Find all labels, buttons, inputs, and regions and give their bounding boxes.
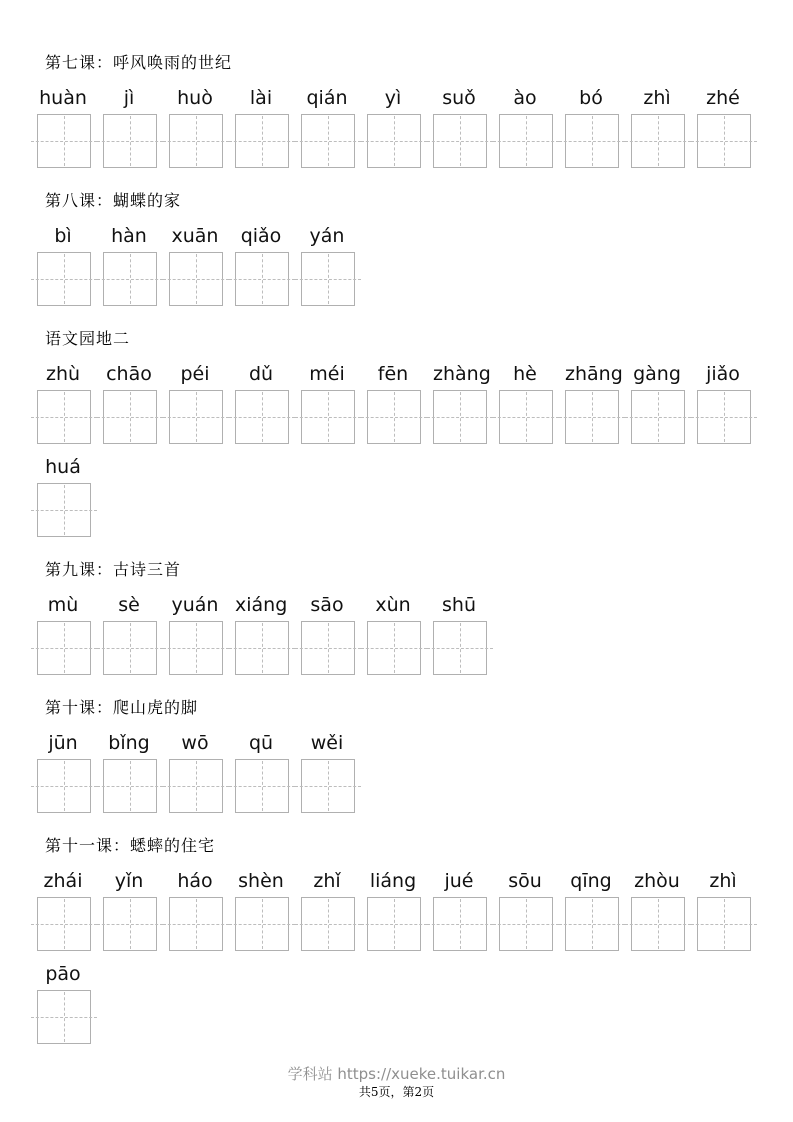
character-cell [103,362,155,444]
pinyin-grid-row [37,869,753,951]
writing-box [499,114,553,168]
character-cell [37,962,89,1044]
pinyin-grid-row [37,362,753,444]
pinyin-label: zhāng [565,363,623,385]
character-cell [169,224,221,306]
writing-box [103,897,157,951]
pinyin-label: péi [180,363,210,385]
writing-box [37,483,91,537]
lesson-section-1 [37,53,753,168]
writing-box [565,897,619,951]
pinyin-label: xiáng [235,594,288,616]
writing-box [37,114,91,168]
section-title: 第八课：蝴蝶的家 [45,191,182,210]
character-cell [301,362,353,444]
character-cell [169,593,221,675]
writing-box [367,897,421,951]
character-cell [565,86,617,168]
pinyin-label: háo [177,870,213,892]
character-cell [301,86,353,168]
character-cell [169,362,221,444]
character-cell [301,869,353,951]
writing-box [169,114,223,168]
writing-box [433,897,487,951]
writing-box [301,897,355,951]
writing-box [301,759,355,813]
pinyin-label: bì [54,225,72,247]
pinyin-label: hè [513,363,537,385]
lesson-section-3 [37,329,753,537]
character-cell [103,224,155,306]
writing-box [103,252,157,306]
pinyin-label: méi [309,363,345,385]
writing-box [433,114,487,168]
character-cell [235,593,287,675]
pinyin-label: ào [513,87,537,109]
pinyin-label: zhù [45,363,81,385]
character-cell [235,731,287,813]
writing-box [565,390,619,444]
pinyin-label: wěi [310,732,344,754]
character-cell [565,869,617,951]
character-cell [37,869,89,951]
pinyin-label: huá [45,456,81,478]
pinyin-label: liáng [369,870,417,892]
pinyin-label: qián [306,87,348,109]
writing-box [169,759,223,813]
pinyin-label: huò [177,87,213,109]
pinyin-label: xuān [171,225,219,247]
footer-page-info: 共5页，第2页 [358,1085,435,1099]
writing-box [235,621,289,675]
character-cell [301,731,353,813]
writing-box [631,390,685,444]
pinyin-label: jì [123,87,135,109]
writing-box [697,390,751,444]
character-cell [631,869,683,951]
writing-box [37,390,91,444]
writing-box [235,390,289,444]
footer-site-url[interactable]: 学科站 https://xueke.tuikar.cn [287,1065,506,1083]
writing-box [499,897,553,951]
writing-box [301,621,355,675]
writing-box [301,252,355,306]
pinyin-grid-row [37,731,753,813]
pinyin-label: yuán [171,594,219,616]
pinyin-label: gàng [633,363,681,385]
pinyin-label: yán [309,225,345,247]
writing-box [235,252,289,306]
writing-box [499,390,553,444]
pinyin-label: jiǎo [706,363,740,385]
pinyin-grid-row [37,962,753,1044]
writing-box [169,621,223,675]
writing-box [103,114,157,168]
character-cell [499,869,551,951]
pinyin-label: bó [579,87,603,109]
page-footer [0,1065,793,1100]
character-cell [37,362,89,444]
character-cell [367,593,419,675]
writing-box [103,621,157,675]
character-cell [433,86,485,168]
writing-box [433,390,487,444]
character-cell [499,86,551,168]
lesson-section-5 [37,698,753,813]
section-title: 第七课：呼风唤雨的世纪 [45,53,233,72]
character-cell [367,362,419,444]
character-cell [103,869,155,951]
character-cell [697,86,749,168]
character-cell [103,731,155,813]
pinyin-label: huàn [39,87,87,109]
pinyin-label: mù [47,594,79,616]
pinyin-label: sāo [310,594,344,616]
character-cell [235,869,287,951]
pinyin-label: zhàng [433,363,491,385]
writing-box [565,114,619,168]
lesson-section-2 [37,191,753,306]
pinyin-label: jūn [48,732,78,754]
writing-box [169,897,223,951]
writing-box [367,621,421,675]
pinyin-label: yì [384,87,402,109]
character-cell [631,362,683,444]
writing-box [37,990,91,1044]
pinyin-label: qiǎo [240,225,282,247]
writing-box [235,114,289,168]
character-cell [169,731,221,813]
pinyin-label: jué [444,870,474,892]
pinyin-label: sōu [508,870,542,892]
pinyin-label: shū [442,594,476,616]
pinyin-label: qīng [570,870,612,892]
character-cell [697,869,749,951]
pinyin-label: suǒ [442,87,476,109]
character-cell [103,86,155,168]
pinyin-grid-row [37,593,753,675]
pinyin-label: fēn [377,363,409,385]
character-cell [169,869,221,951]
character-cell [169,86,221,168]
writing-box [103,759,157,813]
writing-box [169,252,223,306]
lesson-section-4 [37,560,753,675]
pinyin-label: zhì [709,870,737,892]
character-cell [235,86,287,168]
character-cell [37,224,89,306]
pinyin-label: hàn [111,225,147,247]
pinyin-label: sè [118,594,140,616]
writing-box [631,114,685,168]
character-cell [37,86,89,168]
pinyin-label: yǐn [114,870,144,892]
pinyin-grid-row [37,455,753,537]
writing-box [433,621,487,675]
character-cell [103,593,155,675]
pinyin-grid-row [37,224,753,306]
writing-box [37,897,91,951]
pinyin-label: zhòu [634,870,680,892]
pinyin-label: zhǐ [313,870,341,892]
pinyin-label: zhái [43,870,83,892]
writing-box [697,897,751,951]
writing-box [37,252,91,306]
writing-box [301,114,355,168]
character-cell [697,362,749,444]
writing-box [103,390,157,444]
pinyin-label: shèn [238,870,284,892]
character-cell [433,362,491,444]
pinyin-grid-row [37,86,753,168]
lesson-section-6 [37,836,753,1044]
writing-box [235,759,289,813]
character-cell [367,869,419,951]
character-cell [301,224,353,306]
character-cell [367,86,419,168]
character-cell [499,362,551,444]
writing-box [37,621,91,675]
character-cell [631,86,683,168]
character-cell [37,455,89,537]
character-cell [37,593,89,675]
writing-box [37,759,91,813]
lesson-sections [37,53,753,1044]
writing-box [367,114,421,168]
section-title: 语文园地二 [45,329,131,348]
pinyin-label: qū [248,732,274,754]
character-cell [235,362,287,444]
writing-box [697,114,751,168]
pinyin-label: xùn [375,594,411,616]
writing-box [235,897,289,951]
pinyin-label: pāo [45,963,81,985]
section-title: 第十课：爬山虎的脚 [45,698,199,717]
pinyin-label: dǔ [248,363,274,385]
writing-box [301,390,355,444]
pinyin-label: zhé [706,87,740,109]
section-title: 第十一课：蟋蟀的住宅 [45,836,216,855]
pinyin-label: chāo [106,363,152,385]
pinyin-label: bǐng [108,732,150,754]
character-cell [433,593,485,675]
character-cell [37,731,89,813]
writing-box [169,390,223,444]
pinyin-label: wō [181,732,209,754]
pinyin-label: lài [249,87,273,109]
character-cell [433,869,485,951]
section-title: 第九课：古诗三首 [45,560,182,579]
pinyin-label: zhì [643,87,671,109]
character-cell [565,362,623,444]
character-cell [235,224,287,306]
writing-box [631,897,685,951]
character-cell [301,593,353,675]
writing-box [367,390,421,444]
